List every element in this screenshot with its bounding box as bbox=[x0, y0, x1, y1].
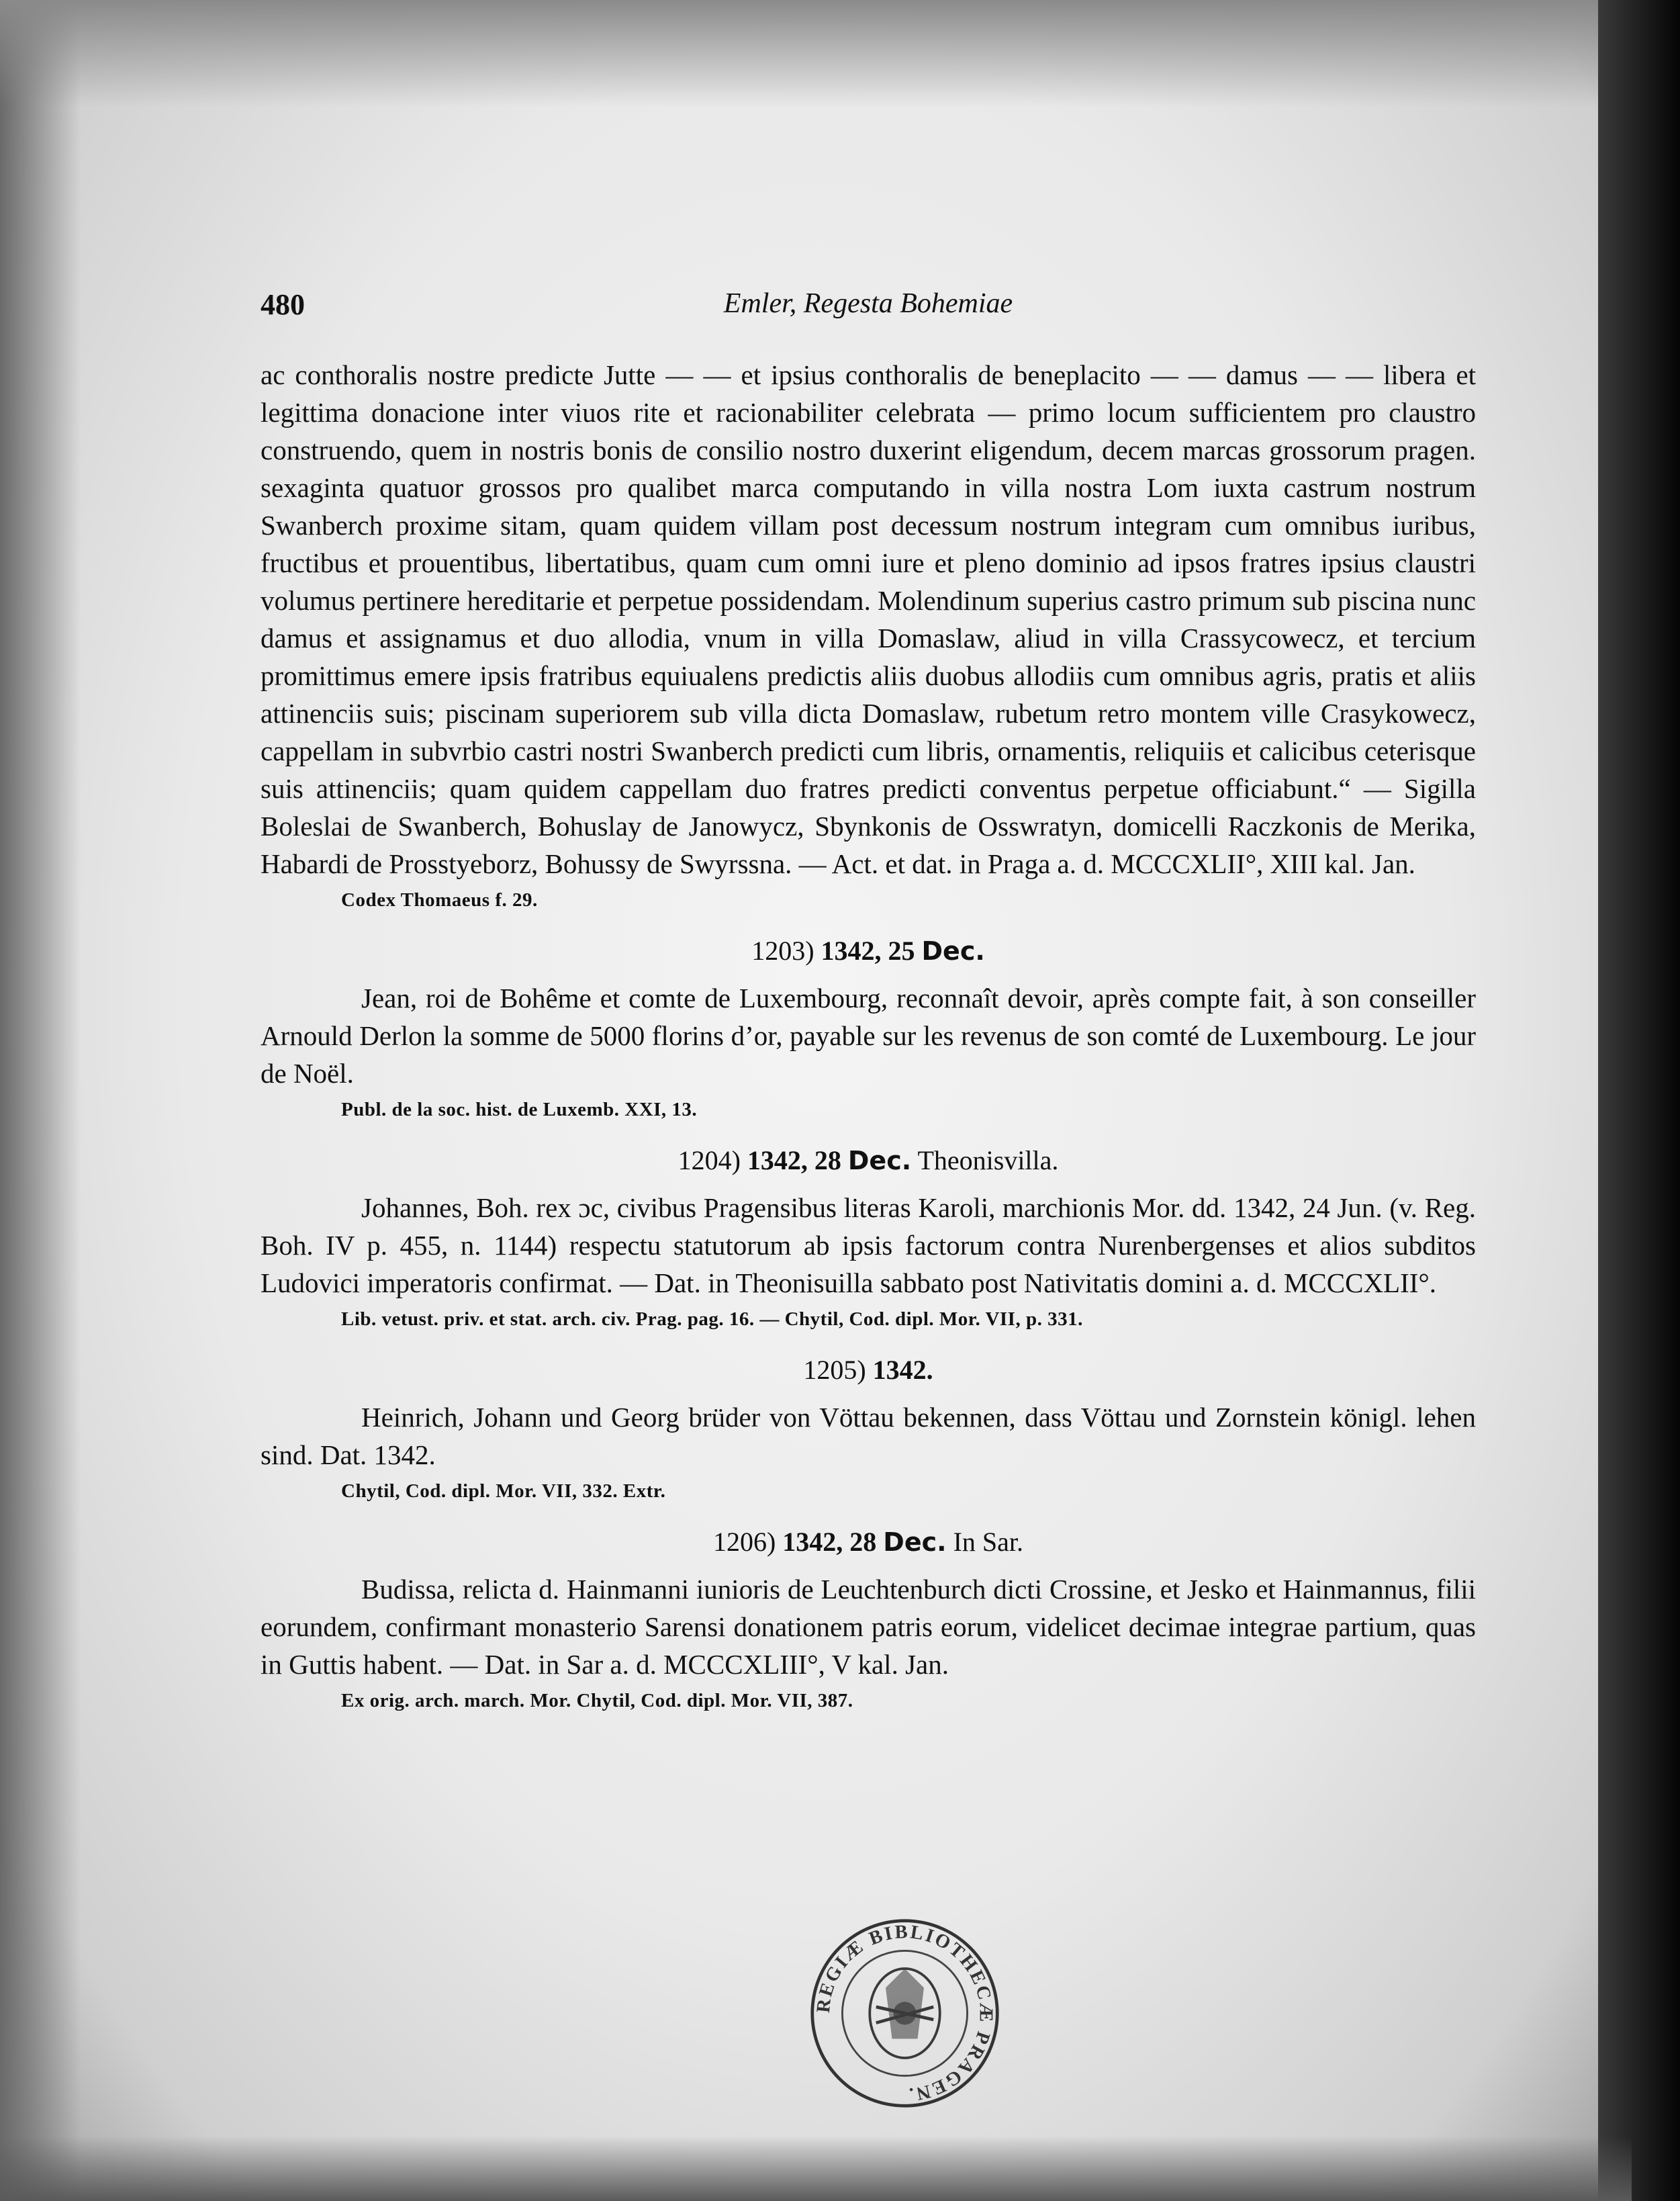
running-head bbox=[261, 287, 1476, 328]
page-title: Emler, Regesta Bohemiae bbox=[723, 288, 1013, 319]
source-citation: Ex orig. arch. march. Mor. Chytil, Cod. dipl. Mor. VII, 387. bbox=[341, 1690, 853, 1711]
entry-place: In Sar. bbox=[953, 1527, 1024, 1557]
entry-month: Dec. bbox=[847, 1146, 912, 1175]
scan-shadow-left bbox=[0, 0, 81, 2201]
entry-heading bbox=[261, 1523, 1476, 1561]
library-stamp bbox=[809, 1918, 1000, 2109]
page-number: 480 bbox=[261, 288, 305, 321]
stamp-text: REGIÆ BIBLIOTHECÆ PRAGEN. bbox=[812, 1922, 996, 2105]
entry-text: Johannes, Boh. rex ɔc, civibus Pragensibus literas Karoli, marchionis Mor. dd. 1342, 24 Jun. (v. Reg. Boh. IV p. 455, n. 1144) respectu statutorum ab ipsis factorum contra Nurenbergenses et alios subditos Ludovici imperatoris confirmat. — Dat. in Theonisuilla sabbato post Nativitatis domini a. d. MCCCXLII°. bbox=[261, 1192, 1476, 1298]
entry-place: Theonisvilla. bbox=[917, 1145, 1059, 1175]
scan-shadow-bottom bbox=[0, 2136, 1632, 2201]
entry-number: 1204) bbox=[678, 1145, 741, 1175]
entry-month: Dec. bbox=[883, 1527, 947, 1557]
continuation-text: ac conthoralis nostre predicte Jutte — — et ipsius conthoralis de beneplacito — — damus — — libera et legittima donacione inter viuos rite et racionabiliter celebrata — primo locum sufficientem pro claustro construendo, quem in nostris bonis de consilio nostro duxerint eligendum, decem marcas grossorum pragen. sexaginta quatuor grossos pro qualibet marca computando in villa nostra Lom iuxta castrum nostrum Swanberch proxime sitam, quam quidem villam post decessum nostrum integram cum omnibus iuribus, fructibus et prouentibus, libertatibus, quam cum omni iure et pleno dominio ad ipsos fratres ipsius claustri volumus pertinere hereditarie et perpetue possidendam. Molendinum superius castro primum sub piscina nunc damus et assignamus et duo allodia, vnum in villa Domaslaw, aliud in villa Crassycowecz, et tercium promittimus emere ipsis fratribus equiualens predictis aliis duobus allodiis cum omnibus agris, pratis et aliis attinenciis suis; piscinam superiorem sub villa dicta Domaslaw, rubetum retro montem ville Crasykowecz, cappellam in subvrbio castri nostri Swanberch predicti cum libris, ornamentis, reliquiis et calicibus ceterisque suis attinenciis; quam quidem cappellam duo fratres predicti conventus perpetue officiabunt.“ — Sigilla Boleslai de Swanberch, Bohuslay de Janowycz, Sbynkonis de Osswratyn, domicelli Raczkonis de Merika, Habardi de Prosstyeborz, Bohussy de Swyrssna. — Act. et dat. in Praga a. d. MCCCXLII°, XIII kal. Jan. bbox=[261, 359, 1476, 879]
entry-text: Budissa, relicta d. Hainmanni iunioris de Leuchtenburch dicti Crossine, et Jesko et Hainmannus, filii eorundem, confirmant monasterio Sarensi donationem patris eorum, videlicet decimae integrae partium, quas in Guttis habent. — Dat. in Sar a. d. MCCCXLIII°, V kal. Jan. bbox=[261, 1574, 1476, 1680]
entry-number: 1205) bbox=[803, 1355, 866, 1385]
entry-date: 1342, 25 bbox=[821, 936, 915, 966]
source-citation: Lib. vetust. priv. et stat. arch. civ. Prag. pag. 16. — Chytil, Cod. dipl. Mor. VII, p. 331. bbox=[341, 1308, 1083, 1330]
entry-date: 1342. bbox=[872, 1355, 933, 1385]
scan-shadow-top bbox=[0, 0, 1632, 107]
entry-heading bbox=[261, 932, 1476, 970]
scan-border-right bbox=[1598, 0, 1680, 2201]
entry-number: 1203) bbox=[751, 936, 814, 966]
entry-heading bbox=[261, 1142, 1476, 1179]
source-citation: Publ. de la soc. hist. de Luxemb. XXI, 13. bbox=[341, 1099, 698, 1120]
entry-number: 1206) bbox=[712, 1527, 776, 1557]
entry-month: Dec. bbox=[921, 936, 985, 966]
stamp-emblem bbox=[870, 1969, 940, 2058]
source-citation: Chytil, Cod. dipl. Mor. VII, 332. Extr. bbox=[341, 1480, 666, 1502]
source-citation: Codex Thomaeus f. 29. bbox=[341, 889, 538, 911]
entry-text: Heinrich, Johann und Georg brüder von Vöttau bekennen, dass Vöttau und Zornstein königl. lehen sind. Dat. 1342. bbox=[261, 1402, 1476, 1470]
page-body bbox=[261, 356, 1476, 1714]
entry-heading bbox=[261, 1351, 1476, 1389]
entry-text: Jean, roi de Bohême et comte de Luxembourg, reconnaît devoir, après compte fait, à son conseiller Arnould Derlon la somme de 5000 florins d’or, payable sur les revenus de son comté de Luxembourg. Le jour de Noël. bbox=[261, 983, 1476, 1089]
entry-date: 1342, 28 bbox=[782, 1527, 877, 1557]
entry-date: 1342, 28 bbox=[747, 1145, 841, 1175]
